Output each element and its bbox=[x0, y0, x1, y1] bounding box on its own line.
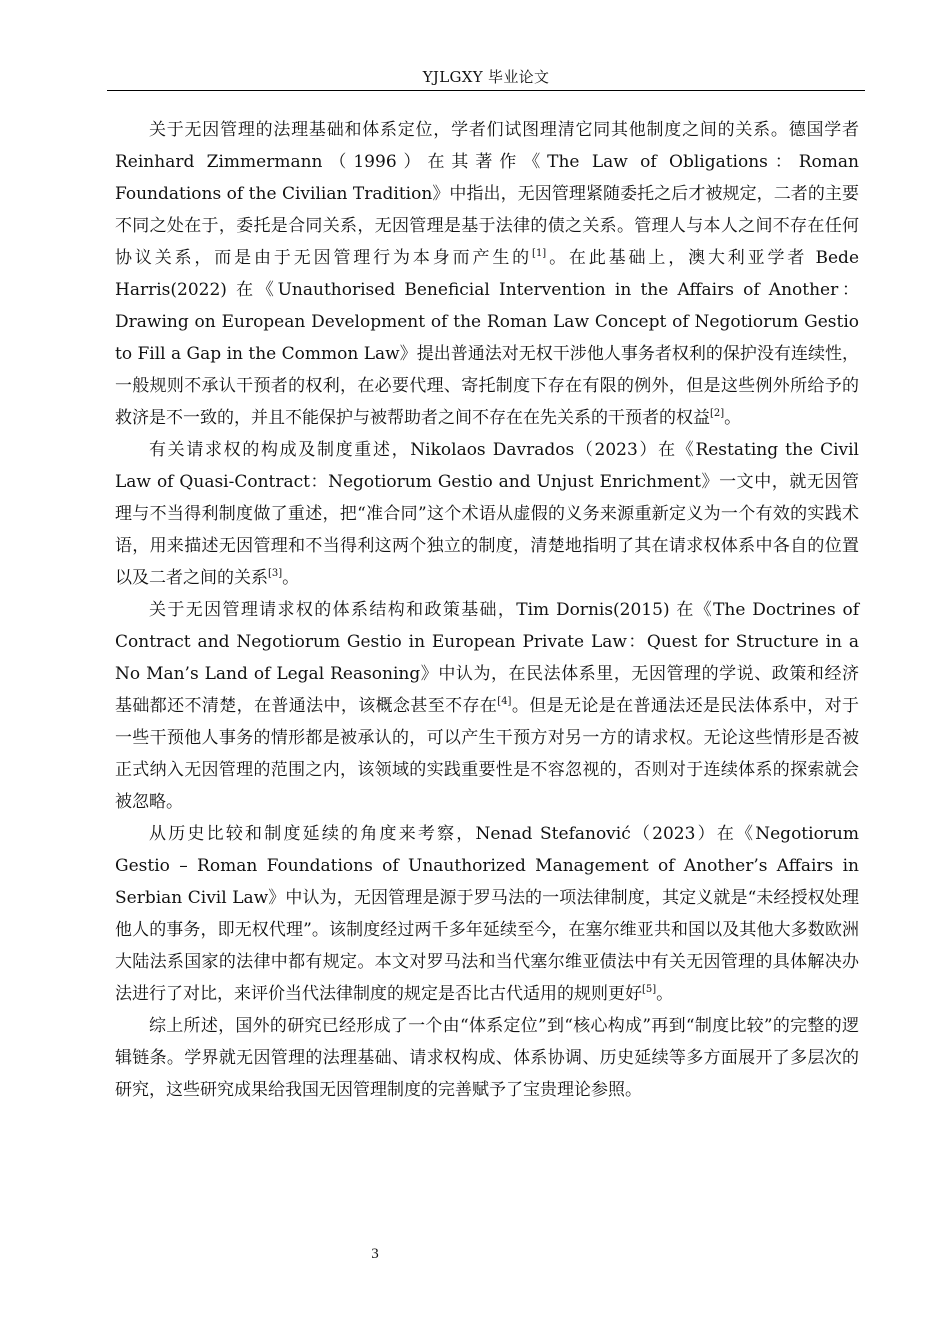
citation-marker[interactable]: [5] bbox=[642, 984, 657, 995]
paragraph-1 bbox=[115, 114, 859, 434]
paragraph-text: 。 bbox=[724, 408, 742, 428]
paragraph-text: 从历史比较和制度延续的角度来考察，Nenad Stefanović（2023）在《Negotiorum Gestio – Roman Foundations of Unauthorized Management of Another’s Affairs in Serbian Civil Law》中认为，无因管理是源于罗马法的一项法律制度，其定义就是“未经授权处理他人的事务，即无权代理”。该制度经过两千多年延续至今，在塞尔维亚共和国以及其他大多数欧洲大陆法系国家的法律中都有规定。本文对罗马法和当代塞尔维亚债法中有关无因管理的具体解决办法进行了对比，来评价当代法律制度的规定是否比古代适用的规则更好 bbox=[115, 824, 859, 1004]
citation-marker[interactable]: [3] bbox=[268, 568, 283, 579]
paragraph-3 bbox=[115, 594, 859, 818]
citation-marker[interactable]: [2] bbox=[710, 408, 725, 419]
body-text bbox=[115, 114, 859, 1106]
paragraph-text: 有关请求权的构成及制度重述，Nikolaos Davrados（2023）在《Restating the Civil Law of Quasi-Contract：Negotiorum Gestio and Unjust Enrichment》一文中，就无因管理与不当得利制度做了重述，把“准合同”这个术语从虚假的义务来源重新定义为一个有效的实践术语，用来描述无因管理和不当得利这两个独立的制度，清楚地指明了其在请求权体系中各自的位置以及二者之间的关系 bbox=[115, 440, 859, 588]
page-header-title: YJLGXY 毕业论文 bbox=[422, 68, 550, 86]
paragraph-text: 综上所述，国外的研究已经形成了一个由“体系定位”到“核心构成”再到“制度比较”的完整的逻辑链条。学界就无因管理的法理基础、请求权构成、体系协调、历史延续等多方面展开了多层次的研究，这些研究成果给我国无因管理制度的完善赋予了宝贵理论参照。 bbox=[115, 1016, 859, 1100]
paragraph-text: 关于无因管理的法理基础和体系定位，学者们试图理清它同其他制度之间的关系。德国学者 Reinhard Zimmermann（1996）在其著作《The Law of Obligations：Roman Foundations of the Civilian Tradition》中指出，无因管理紧随委托之后才被规定，二者的主要不同之处在于，委托是合同关系，无因管理是基于法律的债之关系。管理人与本人之间不存在任何协议关系，而是由于无因管理行为本身而产生的 bbox=[115, 120, 859, 268]
paragraph-text: 。 bbox=[656, 984, 674, 1004]
header-rule bbox=[107, 90, 865, 91]
paragraph-5 bbox=[115, 1010, 859, 1106]
citation-marker[interactable]: [1] bbox=[532, 248, 547, 259]
paragraph-2 bbox=[115, 434, 859, 594]
paragraph-text: 。但是无论是在普通法还是民法体系中，对于一些干预他人事务的情形都是被承认的，可以产生干预方对另一方的请求权。无论这些情形是否被正式纳入无因管理的范围之内，该领域的实践重要性是不容忽视的，否则对于连续体系的探索就会被忽略。 bbox=[115, 696, 860, 812]
paragraph-text: 。 bbox=[282, 568, 300, 588]
page-number: 3 bbox=[371, 1246, 379, 1262]
paragraph-text: 。在此基础上，澳大利亚学者 Bede Harris(2022) 在《Unauthorised Beneficial Intervention in the Affairs of Another：Drawing on European Development of the Roman Law Concept of Negotiorum Gestio to Fill a Gap in the Common Law》提出普通法对无权干涉他人事务者权利的保护没有连续性，一般规则不承认干预者的权利，在必要代理、寄托制度下存在有限的例外，但是这些例外所给予的救济是不一致的，并且不能保护与被帮助者之间不存在在先关系的干预者的权益 bbox=[115, 248, 860, 428]
paragraph-4 bbox=[115, 818, 859, 1010]
paragraph-text: 关于无因管理请求权的体系结构和政策基础，Tim Dornis(2015) 在《The Doctrines of Contract and Negotiorum Gestio in European Private Law：Quest for Structure in a No Man’s Land of Legal Reasoning》中认为，在民法体系里，无因管理的学说、政策和经济基础都还不清楚，在普通法中，该概念甚至不存在 bbox=[115, 600, 859, 716]
citation-marker[interactable]: [4] bbox=[497, 696, 512, 707]
